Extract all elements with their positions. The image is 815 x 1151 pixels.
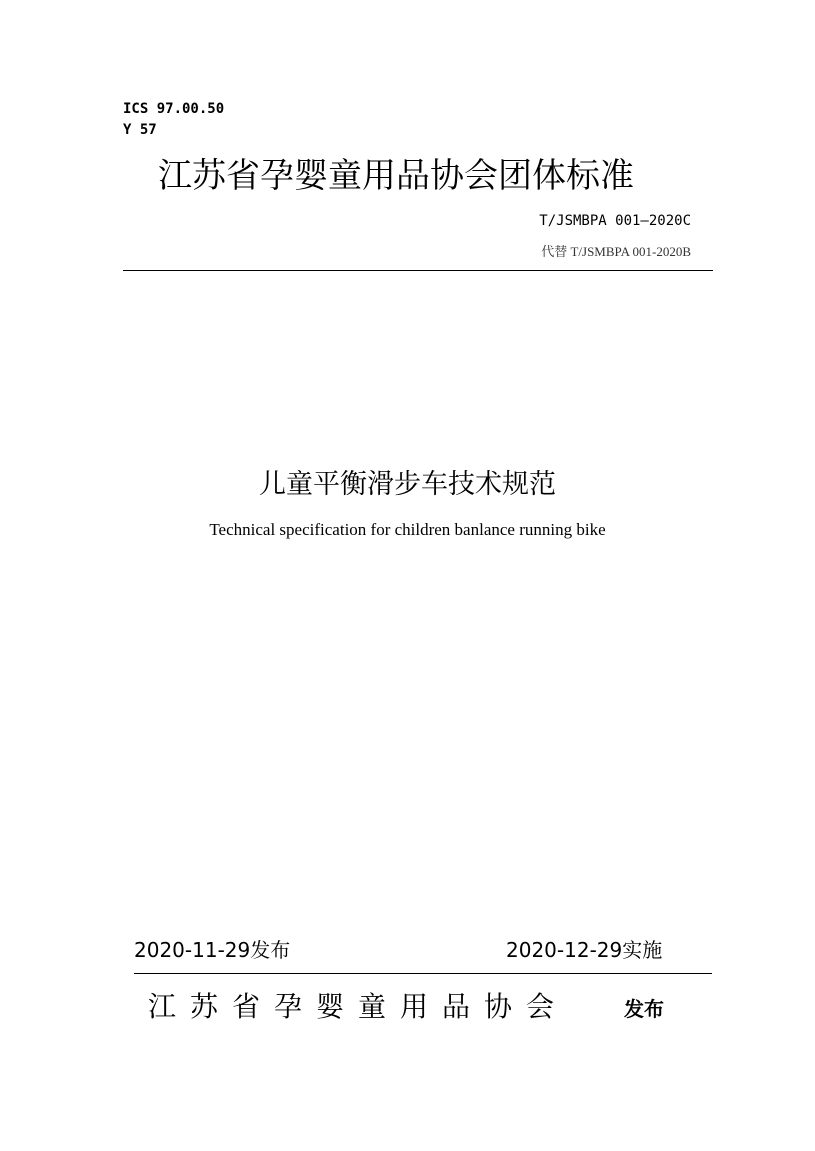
replaces-standard: 代替 T/JSMBPA 001-2020B: [541, 244, 691, 259]
header-divider: [123, 270, 713, 271]
issue-date: 2020-11-29发布: [134, 938, 291, 962]
ccs-code: Y 57: [123, 122, 157, 138]
organization-standard-title: 江苏省孕婴童用品协会团体标准: [158, 156, 634, 196]
publisher-suffix: 发布: [624, 997, 664, 1021]
standard-number: T/JSMBPA 001—2020C: [539, 213, 691, 229]
document-title-en: Technical specification for children banlance running bike: [209, 520, 606, 539]
implementation-date: 2020-12-29实施: [506, 938, 663, 962]
footer-divider: [134, 973, 712, 974]
ics-code: ICS 97.00.50: [123, 101, 225, 117]
publisher-name: 江苏省孕婴童用品协会: [148, 990, 569, 1023]
document-title-cn: 儿童平衡滑步车技术规范: [259, 469, 556, 500]
